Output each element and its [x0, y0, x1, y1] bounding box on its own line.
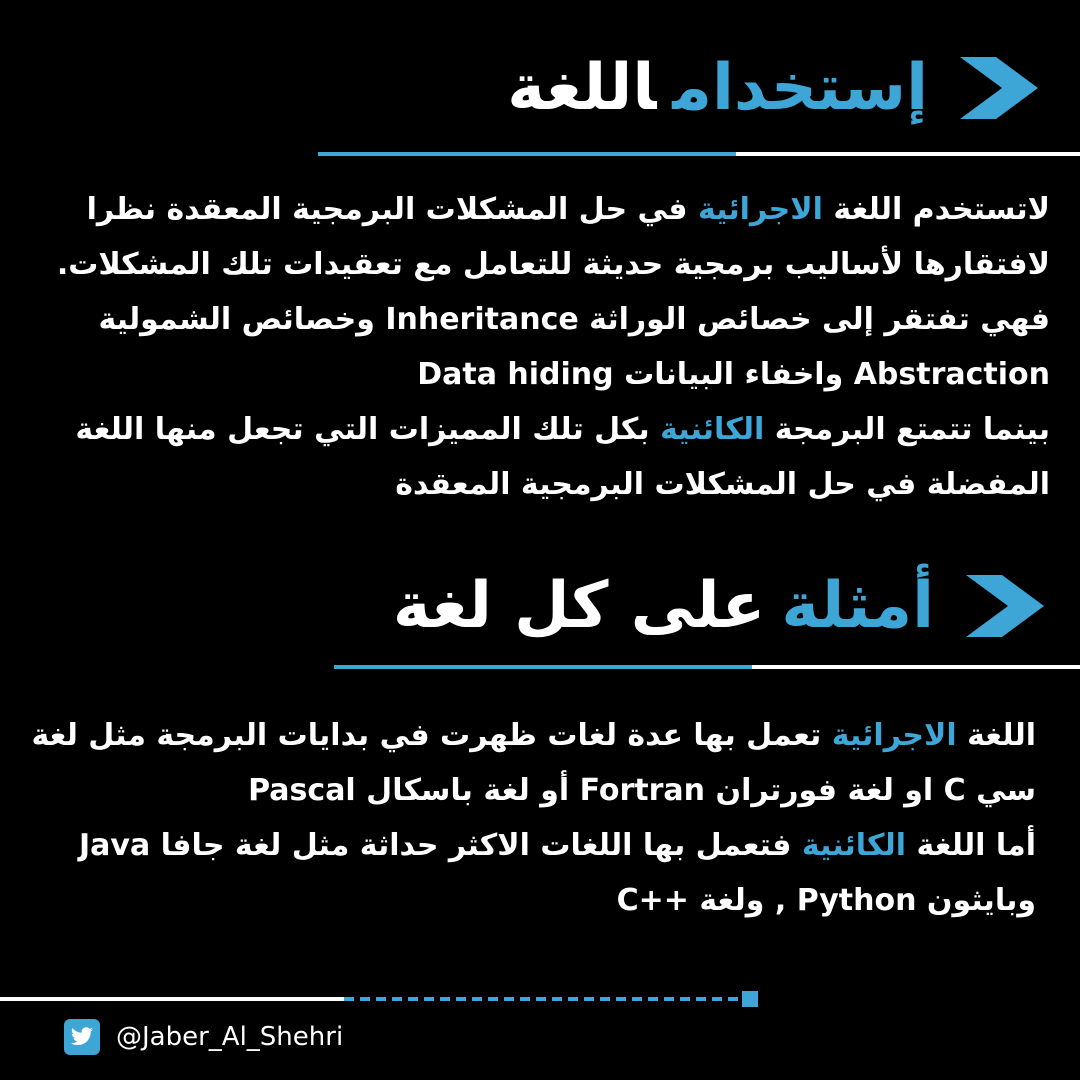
title-word-language: اللغة	[507, 51, 657, 125]
section-title-examples	[385, 569, 1046, 643]
paragraph-line: لاتستخدم اللغة الاجرائية في حل المشكلات البرمجية المعقدة نظرا	[86, 192, 1050, 227]
section-divider	[334, 665, 1080, 669]
highlight-object-oriented: الكائنية	[660, 412, 765, 447]
paragraph-line: اللغة الاجرائية تعمل بها عدة لغات ظهرت في بدايات البرمجة مثل لغة	[31, 718, 1036, 753]
paragraph-usage	[57, 182, 1050, 512]
title-word-usage: إستخدام	[672, 51, 928, 125]
highlight-procedural: الاجرائية	[697, 192, 823, 227]
paragraph-line: بينما تتمتع البرمجة الكائنية بكل تلك المميزات التي تجعل منها اللغة	[75, 412, 1050, 447]
title-word-each-language: على كل لغة	[392, 569, 766, 643]
chevron-right-icon	[958, 57, 1040, 119]
twitter-handle: @Jaber_Al_Shehri	[116, 1022, 344, 1052]
paragraph-examples	[31, 708, 1036, 928]
section-title-text	[499, 51, 936, 125]
paragraph-line: Abstraction واخفاء البيانات Data hiding	[417, 357, 1050, 392]
highlight-procedural: الاجرائية	[831, 718, 957, 753]
paragraph-line: لافتقارها لأساليب برمجية حديثة للتعامل مع تعقيدات تلك المشكلات.	[56, 247, 1050, 282]
paragraph-line: المفضلة في حل المشكلات البرمجية المعقدة	[395, 467, 1050, 502]
title-word-examples: أمثلة	[781, 569, 934, 643]
highlight-object-oriented: الكائنية	[801, 828, 907, 863]
paragraph-line: وبايثون Python , ولغة ++C	[616, 883, 1036, 918]
twitter-bird-icon	[64, 1019, 100, 1055]
paragraph-line: سي C او لغة فورتران Fortran أو لغة باسكال Pascal	[248, 773, 1036, 808]
paragraph-line: فهي تفتقر إلى خصائص الوراثة Inheritance وخصائص الشمولية	[98, 302, 1050, 337]
section-divider	[318, 152, 1080, 156]
section-title-usage	[499, 51, 1040, 125]
section-title-text	[385, 569, 942, 643]
footer-divider	[0, 991, 760, 1007]
paragraph-line: أما اللغة الكائنية فتعمل بها اللغات الاكثر حداثة مثل لغة جافا Java	[78, 828, 1036, 863]
chevron-right-icon	[964, 575, 1046, 637]
